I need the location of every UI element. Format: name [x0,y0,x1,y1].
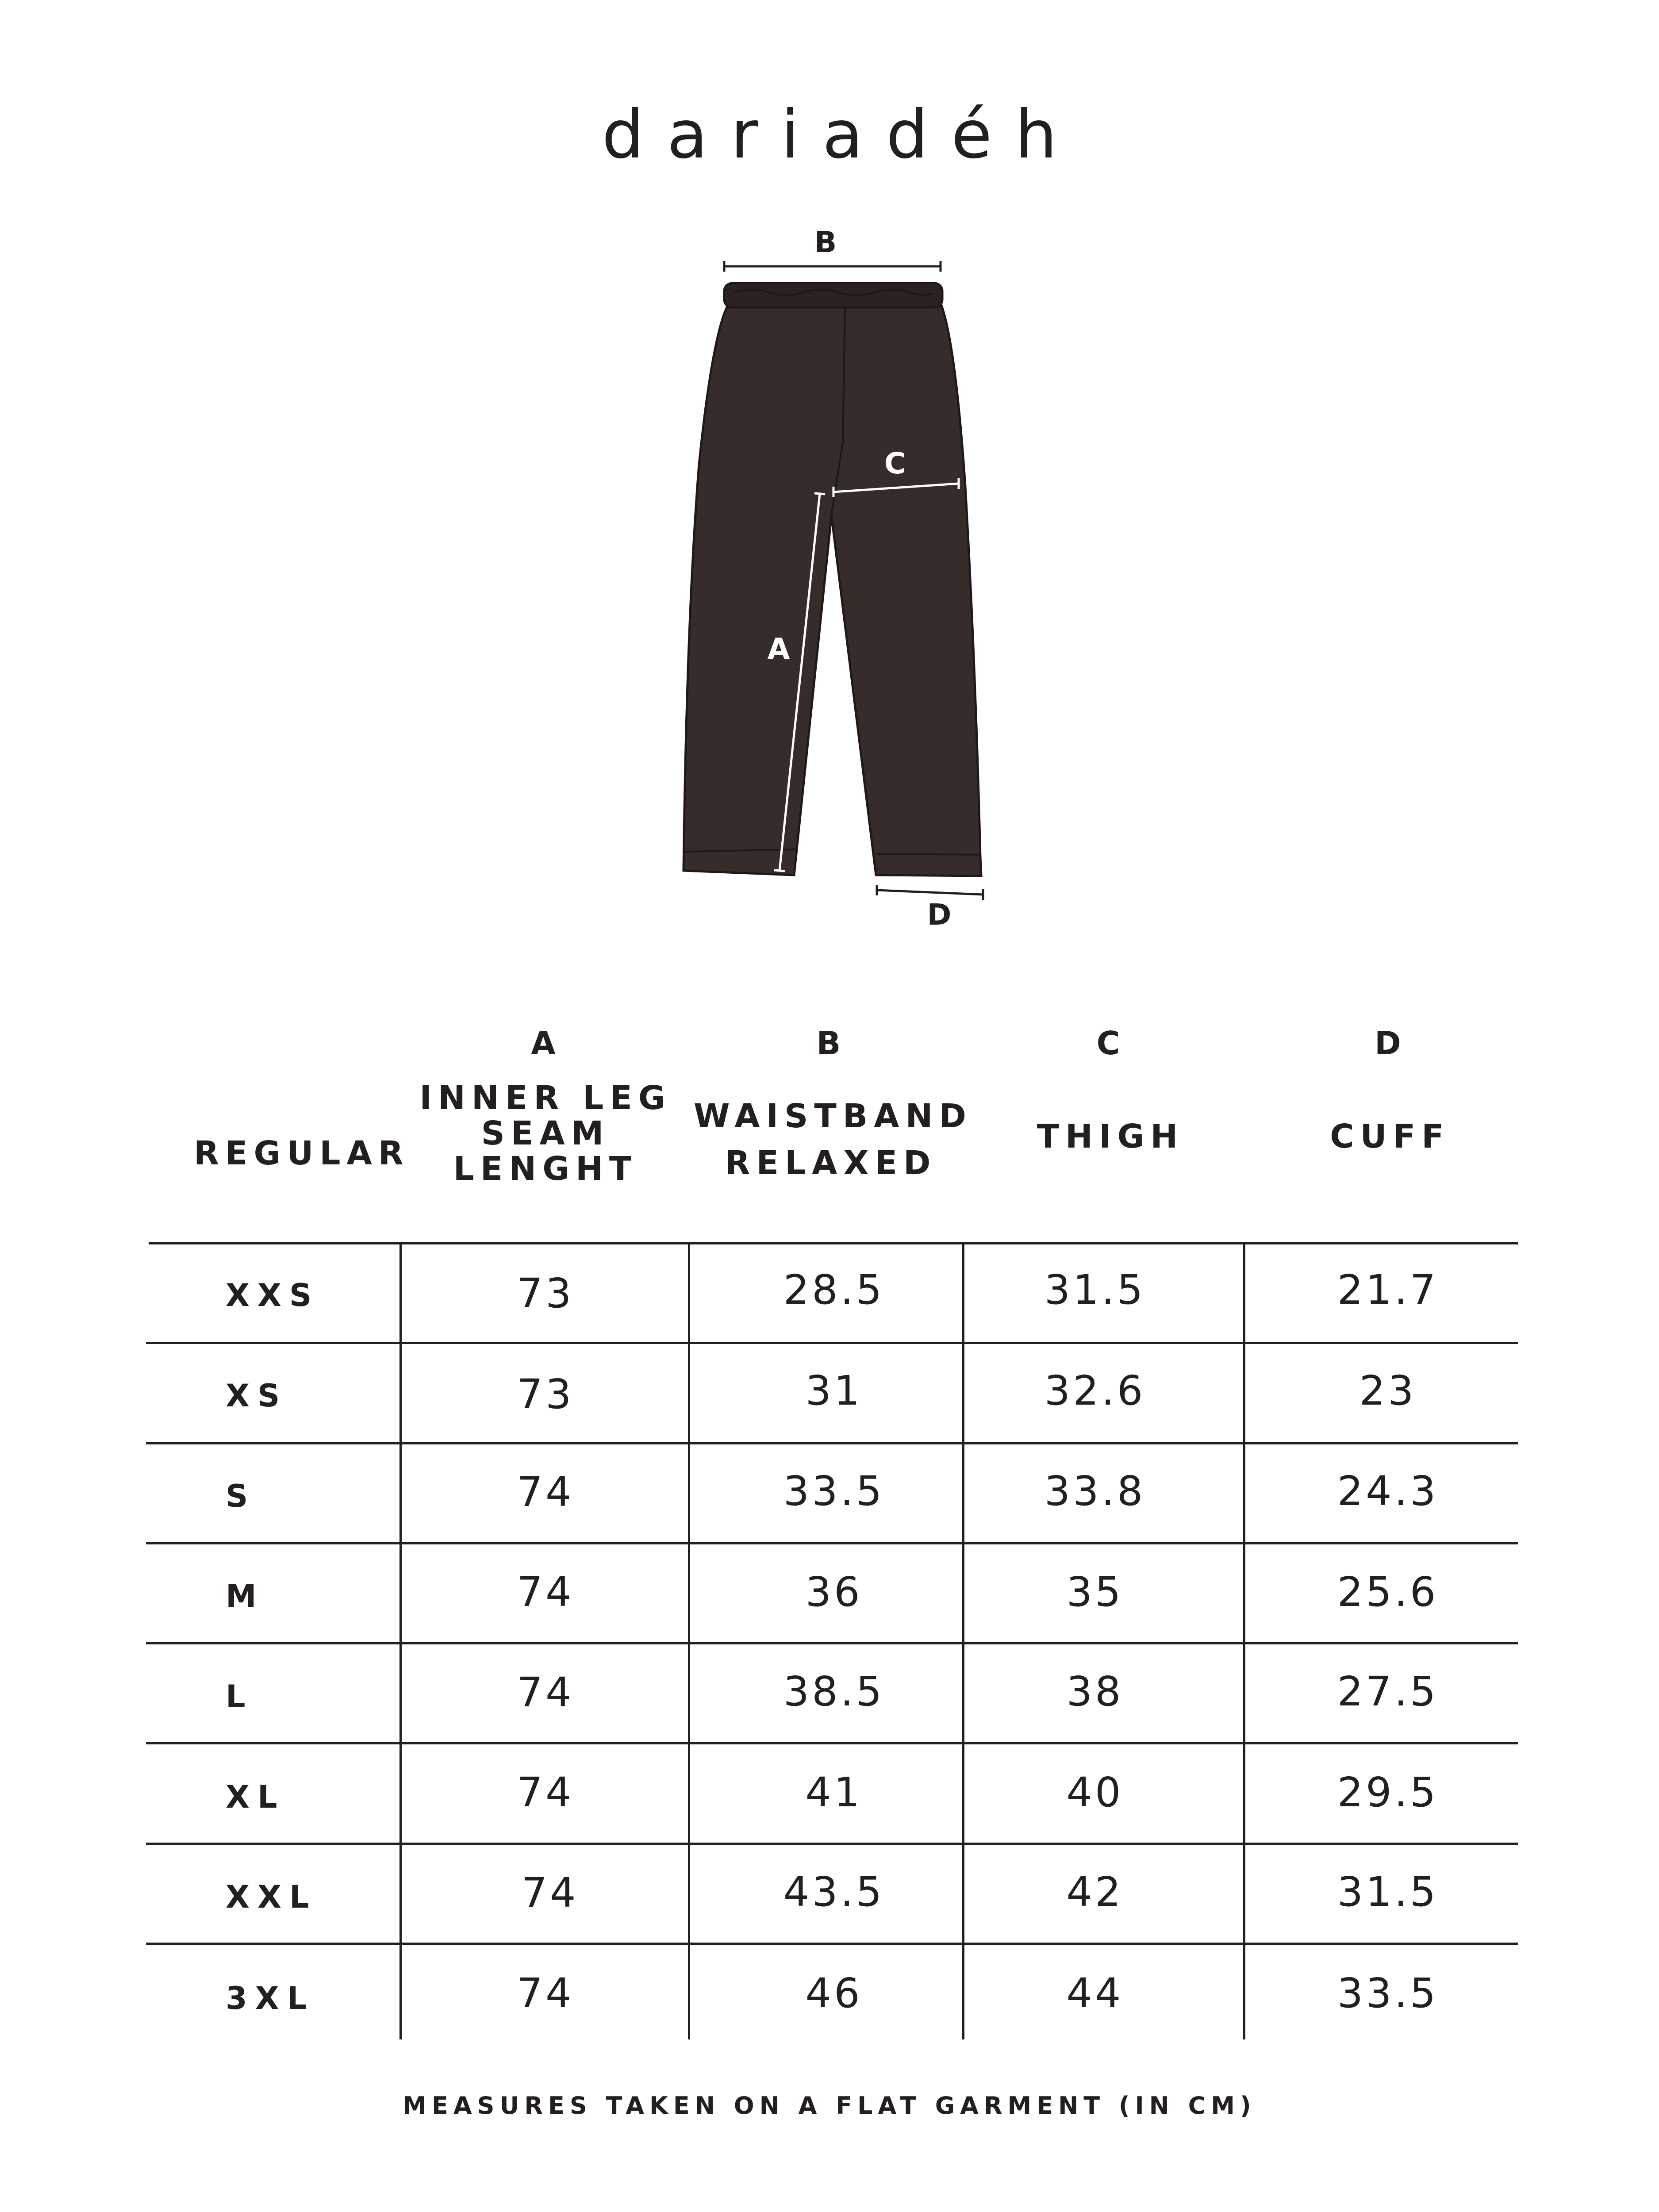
measure-b [724,225,941,272]
size-label-xs: XS [226,1378,288,1414]
cell-s-waistband: 33.5 [783,1467,885,1515]
size-label-xxs: XXS [226,1277,320,1313]
cell-m-cuff: 25.6 [1337,1568,1439,1616]
size-label-xxl: XXL [226,1879,317,1915]
cell-m-waistband: 36 [805,1568,863,1616]
cell-xs-inner-leg: 73 [517,1371,574,1418]
table-rule [146,1642,1518,1644]
cell-xxl-cuff: 31.5 [1337,1868,1439,1916]
cell-3xl-inner-leg: 74 [517,1970,574,2017]
waistband [724,283,942,307]
column-header-waistband: WAISTBAND RELAXED [694,1097,972,1182]
label-b: B [814,225,837,259]
cell-3xl-cuff: 33.5 [1337,1970,1439,2017]
cell-xs-waistband: 31 [805,1367,863,1414]
cell-m-thigh: 35 [1066,1568,1124,1616]
column-letter-c: C [1096,1025,1125,1062]
cell-3xl-thigh: 44 [1066,1970,1124,2017]
cell-xxs-thigh: 31.5 [1044,1266,1146,1313]
brand-logo: dariadéh [602,96,1080,173]
label-c: C [884,446,906,480]
column-letter-a: A [531,1025,560,1062]
size-label-m: M [226,1578,265,1614]
column-letter-b: B [816,1025,845,1062]
measure-d [877,885,983,932]
cell-m-inner-leg: 74 [517,1568,574,1616]
table-rule [146,1843,1518,1845]
trousers-diagram [0,0,1659,973]
cell-3xl-waistband: 46 [805,1970,863,2017]
cell-xl-cuff: 29.5 [1337,1769,1439,1816]
cell-l-inner-leg: 74 [517,1669,574,1716]
size-label-s: S [226,1478,256,1514]
table-rule [146,1542,1518,1544]
column-header-cuff: CUFF [1330,1118,1450,1156]
cell-s-thigh: 33.8 [1044,1467,1146,1515]
cell-xl-inner-leg: 74 [517,1769,574,1816]
cell-l-thigh: 38 [1066,1668,1124,1715]
cell-l-cuff: 27.5 [1337,1668,1439,1715]
cell-xxl-inner-leg: 74 [521,1869,579,1916]
size-label-3xl: 3XL [226,1980,315,2016]
table-column-rule [1243,1243,1245,2039]
table-column-rule [399,1243,402,2039]
table-rule [146,1943,1518,1945]
cell-xl-waistband: 41 [805,1769,863,1816]
cell-xl-thigh: 40 [1066,1769,1124,1816]
cell-xxs-waistband: 28.5 [783,1266,885,1313]
table-column-rule [688,1243,690,2039]
measurement-note: MEASURES TAKEN ON A FLAT GARMENT (IN CM) [403,2092,1256,2120]
size-label-xl: XL [226,1779,285,1815]
table-column-rule [962,1243,964,2039]
label-a: A [767,632,790,666]
label-d: D [927,898,952,932]
cell-xs-cuff: 23 [1359,1367,1417,1414]
cell-xs-thigh: 32.6 [1044,1367,1146,1414]
table-rule [146,1342,1518,1344]
table-rule [149,1242,1518,1244]
cell-s-inner-leg: 74 [517,1468,574,1516]
table-rule [146,1442,1518,1444]
trousers-body [684,305,981,876]
corner-label: REGULAR [194,1134,410,1172]
cell-xxl-waistband: 43.5 [783,1868,885,1916]
column-header-thigh: THIGH [1037,1118,1184,1156]
cell-xxs-inner-leg: 73 [517,1270,574,1317]
trousers-illustration [684,283,981,876]
column-letter-d: D [1375,1025,1406,1062]
table-rule [146,1742,1518,1744]
cell-l-waistband: 38.5 [783,1668,885,1715]
cell-xxs-cuff: 21.7 [1337,1266,1439,1313]
column-header-inner-leg: INNER LEG SEAM LENGHT [419,1079,672,1188]
cell-s-cuff: 24.3 [1337,1467,1439,1515]
cell-xxl-thigh: 42 [1066,1868,1124,1916]
size-label-l: L [226,1678,253,1715]
